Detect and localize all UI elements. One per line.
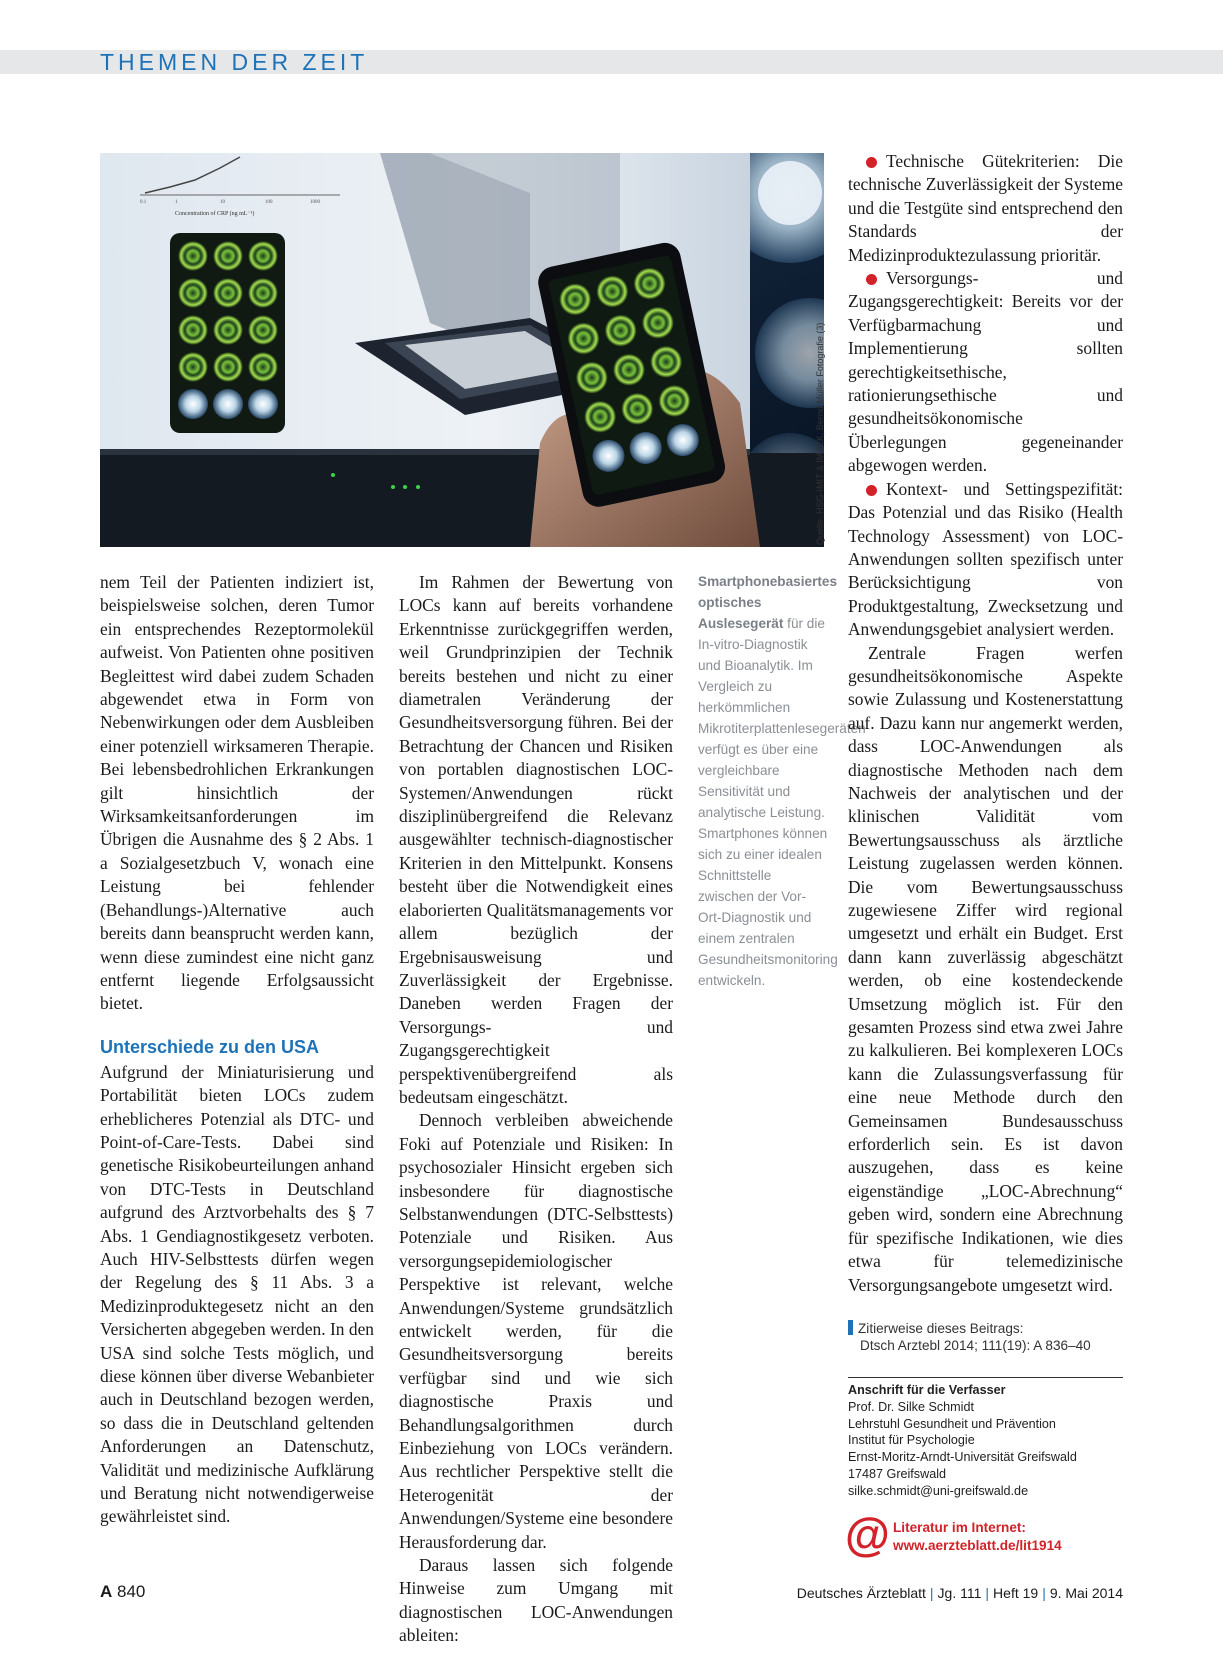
well-circle [248,389,278,419]
address-divider [848,1377,1123,1378]
citation-reference: Dtsch Arztebl 2014; 111(19): A 836–40 [860,1338,1091,1353]
photo-credit: Quelle: HSG-IMIT & IMTEK, Bernd Müller Fotografie (3) [815,322,825,545]
well-circle [178,352,208,382]
well-circle [178,389,208,419]
author-address [848,1382,1123,1500]
subheading-usa: Unterschiede zu den USA [100,1036,320,1057]
well-circle [213,278,243,308]
col2-paragraph-1: Im Rahmen der Bewertung von LOCs kann auf bereits vorhandene Erkenntnisse zurückgegriffen werden, weil Grundprinzipien der Technik bereits bestehen und nicht zu einer diametralen Veränderung der Gesundheitsversorgung führen. Bei der Betrachtung der Chancen und Risiken von portablen diagnostischen LOC-Systemen/Anwendungen rückt disziplinübergreifend die Relevanz ausgewählter technisch-diagnostischer Kriterien in den Mittelpunkt. Konsens besteht über die Notwendigkeit eines elaborierten Qualitätsmanagements vor allem bezüglich der Ergebnisausweisung und Zuverlässigkeit der Ergebnisse. Daneben werden Fragen der Versorgungs- und Zugangsgerechtigkeit perspektivenübergreifend als bedeutsam eingeschätzt. [399,572,673,1107]
journal-date: 9. Mai 2014 [1049,1585,1123,1601]
col2-paragraph-2: Dennoch verbleiben abweichende Foki auf Potenziale und Risiken: In psychosozialer Hinsicht ergeben sich insbesondere für diagnostische Selbstanwendungen (DTC-Selbsttests) Potenziale und Risiken. Aus versorgungsepidemiologischer Perspektive ist relevant, welche Anwendungen/Systeme grundsätzlich entwickelt werden, für die Gesundheitsversorgung bereits verfügbar sind und wie sich diagnostische Praxis und Behandlungsalgorithmen durch Einbeziehung von LOCs verändern. Aus rechtlicher Perspektive stellt die Heterogenität der Anwendungen/Systeme eine besondere Herausforderung dar. [399,1110,673,1552]
red-bullet-icon [866,485,877,496]
well-circle [248,278,278,308]
red-bullet-icon [866,274,877,285]
article-photo [100,153,824,547]
column-1 [100,571,374,1529]
svg-text:0.1: 0.1 [140,200,147,205]
svg-text:1: 1 [175,200,178,205]
bullet-item-2: Versorgungs- und Zugangsgerechtigkeit: Bereits vor der Verfügbarmachung und Implementierung sollten gerechtigkeitsethische, rationierungsethische und gesundheitsökonomische Überlegungen gegeneinander abgewogen werden. [848,268,1123,476]
column-2 [399,571,673,1648]
literature-label: Literatur im Internet: [893,1520,1026,1535]
well-circle [213,315,243,345]
address-heading: Anschrift für die Verfasser [848,1383,1006,1397]
well-circle [178,241,208,271]
address-email[interactable]: silke.schmidt@uni-greifswald.de [848,1483,1029,1498]
journal-name: Deutsches Ärzteblatt [796,1585,926,1601]
bullet-item-1: Technische Gütekriterien: Die technische Zuverlässigkeit der Systeme und die Testgüte sind entsprechend den Standards der Medizinproduktezulassung prioritär. [848,151,1123,265]
journal-issue: Heft 19 [993,1585,1039,1601]
well-circle [213,389,243,419]
well-circle [213,352,243,382]
literature-url[interactable]: www.aerzteblatt.de/lit1914 [893,1538,1062,1553]
address-line: 17487 Greifswald [848,1466,947,1481]
page-number: A 840 [100,1582,146,1601]
svg-text:100: 100 [265,200,273,205]
caption-text: für die In-vitro-Diagnostik und Bioanalytik. Im Vergleich zu herkömmlichen Mikrotiterplattenlesegeräten verfügt es über eine vergleichbare Sensitivität und analytische Leistung. Smartphones können sich zu einer idealen Schnittstelle zwischen der Vor-Ort-Diagnostik und einem zentralen Gesundheitsmonitoring entwickeln. [698,616,866,988]
col1-paragraph-1: nem Teil der Patienten indiziert ist, beispielsweise solchen, deren Tumor ein entsprechendes Rezeptormolekül aufweist. Von Patienten ohne positiven Begleittest wird dabei zudem Schaden abgewendet etwa in Form von Nebenwirkungen oder dem Ausbleiben einer potenziell wirksameren Therapie. Bei lebensbedrohlichen Erkrankungen gilt hinsichtlich der Wirksamkeitsanforderungen im Übrigen die Ausnahme des § 2 Abs. 1 a Sozialgesetzbuch V, wonach eine Leistung bei fehlender (Behandlungs-)Alternative auch bereits dann beansprucht werden kann, wenn diese zumindest eine nicht ganz entfernt liegende Erfolgsaussicht bietet. [100,572,374,1014]
literature-link-box[interactable] [845,1508,1125,1560]
journal-footer: Deutsches Ärzteblatt | Jg. 111 | Heft 19 | 9. Mai 2014 [796,1585,1123,1601]
photo-illustration [100,153,824,547]
address-line: Ernst-Moritz-Arndt-Universität Greifswald [848,1450,1077,1465]
citation-label: Zitierweise dieses Beitrags: [848,1320,1123,1337]
col4-paragraph-1: Zentrale Fragen werfen gesundheitsökonomische Aspekte sowie Zulassung und Kostenerstattung auf. Dazu kann nur angemerkt werden, dass LOC-Anwendungen als diagnostische Methoden nach dem Nachweis der analytischen und der klinischen Validität vom Bewertungsausschuss als ärztliche Leistung zugelassen werden können. Die vom Bewertungsausschuss zugewiesene Ziffer wird regional umgesetzt und erhält ein Budget. Erst dann kann zuverlässig abgeschätzt werden, ob eine kostendeckende Umsetzung möglich ist. Für den gesamten Prozess sind etwa zwei Jahre zu kalkulieren. Bei komplexeren LOCs kann die Zulassungsverfassung für eine neue Methode durch den Gemeinsamen Bundesausschuss erforderlich sein. Es ist davon auszugehen, dass es keine eigenständige „LOC-Abrechnung“ geben wird, sondern eine Abrechnung für spezifische Indikationen, wie dies etwa für telemedizinische Versorgungsangebote umgesetzt wird. [848,642,1123,1295]
blue-marker-icon [848,1320,853,1335]
column-4 [848,150,1123,1297]
well-circle [248,315,278,345]
well-circle [248,241,278,271]
address-line: Prof. Dr. Silke Schmidt [848,1399,974,1414]
col2-paragraph-3: Daraus lassen sich folgende Hinweise zum Umgang mit diagnostischen LOC-Anwendungen ableiten: [399,1555,673,1646]
well-circle [213,241,243,271]
figure-caption [698,571,866,991]
well-circle [178,278,208,308]
well-circle [178,315,208,345]
caption-title: Smartphonebasiertes optisches Auslesegerät [698,574,838,631]
well-circle [248,352,278,382]
svg-text:Concentration of CRP (ng mL⁻¹): Concentration of CRP (ng mL⁻¹) [175,211,255,217]
address-line: Lehrstuhl Gesundheit und Prävention [848,1416,1056,1431]
section-title: THEMEN DER ZEIT [100,49,369,75]
address-line: Institut für Psychologie [848,1433,975,1448]
col1-paragraph-2: Aufgrund der Miniaturisierung und Portabilität bieten LOCs zudem erheblicheres Potenzial als DTC- und Point-of-Care-Tests. Dabei sind genetische Risikobeurteilungen anhand von DTC-Tests in Deutschland aufgrund des Arztvorbehalts des § 7 Abs. 1 Gendiagnostikgesetz verboten. Auch HIV-Selbsttests dürfen wegen der Regelung des § 11 Abs. 3 a Medizinproduktegesetz nicht an den Versicherten abgegeben werden. In den USA sind solche Tests möglich, und diese können über diverse Webanbieter auch in Deutschland bezogen werden, so dass die in Deutschland geltenden Anforderungen an Datenschutz, Validität und medizinische Aufklärung und Beratung nicht notwendigerweise gewährleistet sind. [100,1061,374,1527]
citation-box [848,1320,1123,1354]
bullet-item-3: Kontext- und Settingspezifität: Das Potenzial und das Risiko (Health Technology Assessment) von LOC-Anwendungen sollten spezifisch unter Berücksichtigung von Produktgestaltung, Zwecksetzung und Anwendungsgebiet analysiert werden. [848,478,1123,640]
red-bullet-icon [866,157,877,168]
at-sign-icon: @ [845,1508,890,1560]
journal-volume: Jg. 111 [937,1585,982,1601]
svg-text:1000: 1000 [310,200,320,205]
svg-text:10: 10 [220,200,225,205]
